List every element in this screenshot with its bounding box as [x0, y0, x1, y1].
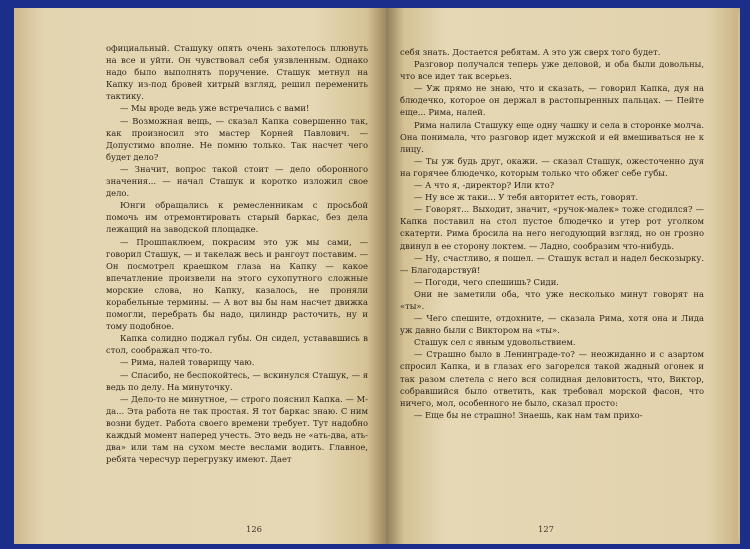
paragraph: — Ну, счастливо, я пошел. — Стaшук встал и надел бескозырку. — Благодарствуй! — [400, 252, 704, 275]
paragraph: — Прошпаклюем, покрасим это уж мы сами, — говорил Стaшук, — и такелаж весь и рангоут поставим. — Он посмотрел краешком глаза на Капку — какое впечатление произвели на этого сухопутного сложные морские слова, но Капку, казалось, не проняли корабельные термины. — А вот вы бы нам насчет движка помогли, перебрать бы надо, цилиндр расточить, ну и тому подобное. — [106, 236, 368, 332]
paragraph: Стaшук сел с явным удовольствием. — [414, 337, 576, 348]
paragraph: — А что я, -директор? Или кто? — [414, 180, 555, 191]
paragraph: — Еще бы не страшно! Знаешь, как нам там прихо- — [414, 409, 643, 420]
paragraph: — Значит, вопрос такой стоит — дело оборонного значения... — начал Стaшук и коротко изложил свое дело. — [106, 163, 368, 199]
paragraph: Юнги обращались к ремесленникам с просьбой помочь им отремонтировать старый баркас, без дела лежащий на заводской площадке. — [106, 200, 368, 235]
paragraph: — Погоди, чего спешишь? Сиди. — [414, 276, 559, 287]
paragraph: — Рима, налей товарищу чаю. — [120, 357, 255, 368]
paragraph: — Уж прямо не знаю, что и сказать, — говорил Капка, дуя на блюдечко, которое он держал в растопыренных пальцах. — Пейте еще... Рима, налей. — [400, 83, 704, 118]
paragraph: — Возможная вещь, — сказал Капка совершенно так, как произносил это мастер Корней Павлович. — Допустимо вполне. Не помню только. Так насчет чего будет дело? — [106, 115, 368, 162]
left-page-number: 126 — [246, 524, 262, 534]
page-edges — [738, 12, 740, 540]
paragraph: — Ну все ж таки... У тебя авторитет есть, говорят. — [414, 192, 639, 203]
paragraph: официальный. Стaшуку опять очень захотелось плюнуть на все и уйти. Он чувствовал себя уязвленным. Однако надо было выполнять поручение. Стaшук метнул на Капку из-под бровей хитрый взгляд, решил переменить тактику. — [106, 43, 368, 102]
paragraph: — Дело-то не минутное, — строго пояснил Капка. — М-да... Эта работа не так простая. Я тот баркас знаю. С ним возни будет. Работа своего времени требует. Тут надобно каждый момент наперед учесть. Это ведь не «ать-два, ать-два» или там на сухом месте веслами водить. Главное, ребята чересчур перегрузку имеют. Дает — [106, 393, 368, 465]
right-page — [386, 8, 740, 544]
paragraph: — Говорят... Выходит, значит, «ручок-малек» тоже сгодился? — Капка поставил на стол пустое блюдечко и утер рот уголком скатерти. Рима бросила на него негодующий взгляд, но он грозно двинул в ее сторону локтем. — Ладно, сообразим что-нибудь. — [400, 204, 704, 251]
paragraph: — Страшно было в Ленинграде-то? — неожиданно и с азартом спросил Капка, и в глазах его загорелся такой жадный огонек и так разом слетела с него вся солидная деловитость, что, Виктор, собравшийся было ответить, как требовал морской фасон, что ничего, мол, особенного не было, сказал просто: — [400, 349, 704, 408]
paragraph: Капка солидно поджал губы. Он сидел, устававшись в стол, соображал что-то. — [106, 333, 368, 356]
right-page-text — [400, 46, 704, 421]
paragraph: — Мы вроде ведь уже встречались с вами! — [120, 103, 310, 114]
paragraph: Они не заметили оба, что уже несколько минут говорят на «ты». — [400, 288, 704, 311]
paragraph: Разговор получался теперь уже деловой, и оба были довольны, что все идет так всерьез. — [400, 59, 704, 82]
paragraph: себя знать. Достается ребятам. А это уж сверх того будет. — [400, 47, 661, 57]
paragraph: — Спасибо, не беспокойтесь, — вскинулся Стaшук, — я ведь по делу. На минуточку. — [106, 369, 368, 392]
paragraph: — Ты уж будь друг, окажи. — сказал Стaшук, ожесточенно дуя на горячее блюдечко, которым только что обжег себе губы. — [400, 155, 704, 178]
left-page-text — [106, 42, 368, 465]
paragraph: — Чего спешите, отдохните, — сказала Рима, хотя она и Лида уж давно были с Виктором на «ты». — [400, 313, 704, 336]
open-book — [14, 8, 740, 544]
paragraph: Рима налила Стaшуку еще одну чашку и села в сторонке молча. Она понимала, что разговор идет мужской и ей вмешиваться не к лицу. — [400, 119, 704, 154]
right-page-number: 127 — [538, 524, 554, 534]
left-page — [14, 8, 386, 544]
